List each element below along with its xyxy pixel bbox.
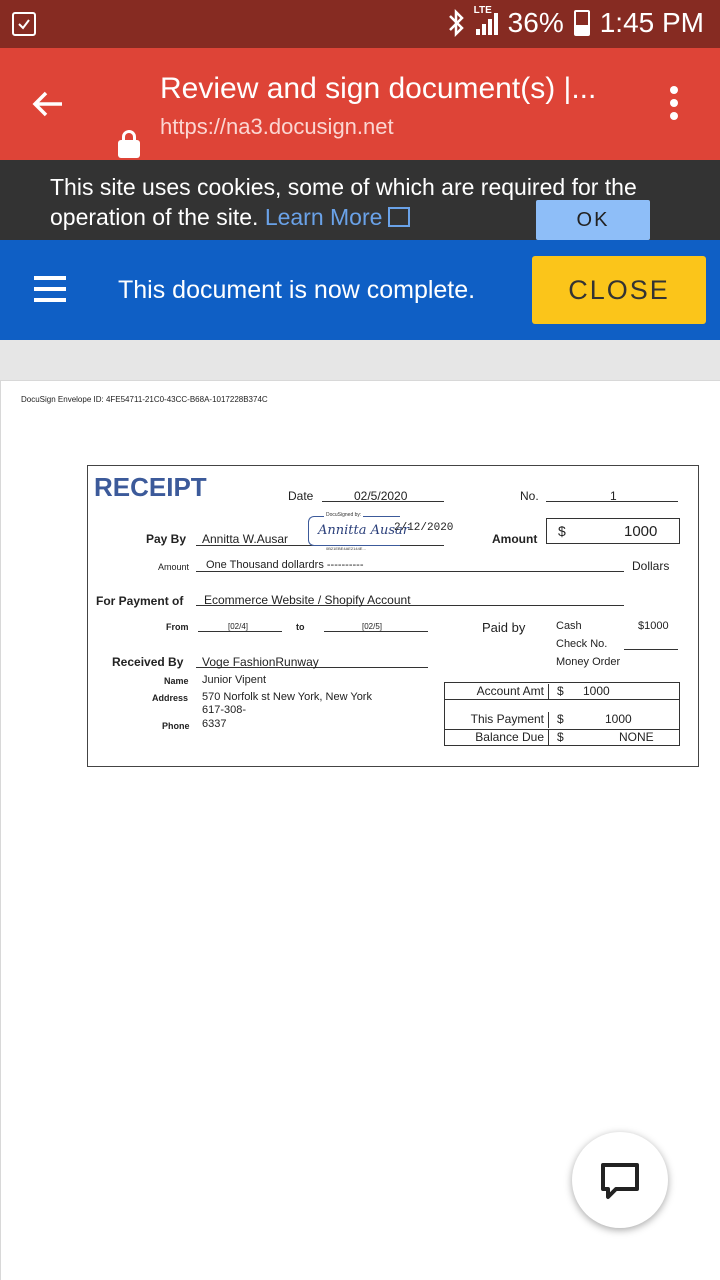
signature-date: 2/12/2020 [394, 522, 454, 534]
page-url[interactable]: https://na3.docusign.net [160, 114, 394, 139]
page-title: Review and sign document(s) |... [160, 72, 597, 105]
signature: Annitta Ausar [318, 523, 410, 538]
status-bar [0, 0, 720, 48]
pay-by-label: Pay By [146, 532, 187, 546]
to-label: to [296, 622, 305, 632]
document-gutter [0, 340, 720, 380]
signature-header: DocuSigned by: [326, 512, 362, 518]
money-order-label: Money Order [556, 656, 621, 668]
received-by-label: Received By [112, 655, 184, 669]
from-value: [02/4] [228, 622, 249, 631]
cookie-ok-button[interactable]: OK [536, 200, 650, 240]
chat-icon [600, 1162, 640, 1200]
clock: 1:45 PM [599, 7, 704, 38]
summary-row-payment: This Payment $ 1000 [444, 700, 680, 730]
date-value: 02/5/2020 [354, 489, 408, 503]
external-link-icon [388, 207, 410, 227]
name-value: Junior Vipent [202, 674, 267, 686]
name-label: Name [164, 676, 189, 686]
menu-icon[interactable] [34, 276, 66, 304]
amount-label: Amount [492, 532, 538, 546]
for-payment-value: Ecommerce Website / Shopify Account [204, 593, 411, 607]
cash-label: Cash [556, 620, 582, 632]
signal-icon [473, 5, 498, 35]
browser-toolbar [0, 48, 720, 160]
summary-table [444, 682, 680, 746]
amount-words-value: One Thousand dollardrs ---------- [206, 559, 364, 571]
summary-row-balance: Balance Due $ NONE [444, 730, 680, 746]
for-payment-label: For Payment of [96, 594, 184, 608]
phone-value: 6337 [202, 718, 227, 730]
more-options-icon[interactable] [666, 86, 682, 126]
from-label: From [166, 622, 189, 632]
completion-bar [0, 240, 720, 340]
address-value: 570 Norfolk st New York, New York [202, 691, 372, 703]
cookie-banner [0, 160, 720, 240]
number-value: 1 [610, 489, 617, 503]
amount-currency: $ [558, 523, 566, 539]
back-arrow-icon[interactable] [28, 84, 68, 124]
number-label: No. [520, 489, 539, 503]
paid-by-label: Paid by [482, 620, 526, 635]
completion-message: This document is now complete. [118, 276, 476, 304]
check-number-label: Check No. [556, 638, 608, 650]
dollars-label: Dollars [632, 559, 670, 573]
learn-more-link[interactable]: Learn More [264, 204, 383, 230]
bluetooth-icon [446, 8, 466, 38]
address-value-2: 617-308- [202, 704, 247, 716]
battery-icon [574, 10, 590, 36]
battery-percent: 36% [507, 7, 564, 38]
receipt [87, 465, 699, 767]
date-label: Date [288, 489, 314, 503]
network-type: LTE [473, 5, 492, 16]
summary-row-account: Account Amt $ 1000 [444, 682, 680, 700]
envelope-id: DocuSign Envelope ID: 4FE54711-21C0-43CC-B68A-1017228B374C [21, 395, 268, 404]
pay-by-value: Annitta W.Ausar [202, 532, 289, 546]
amount-words-label: Amount [158, 562, 190, 572]
signature-id: 0B21EBE4AE2144E... [326, 546, 366, 551]
amount-value: 1000 [624, 523, 658, 540]
chat-button[interactable] [572, 1132, 668, 1228]
cookie-message: This site uses cookies, some of which are required for the operation of the site. [50, 174, 637, 230]
received-by-value: Voge FashionRunway [202, 655, 319, 669]
close-button[interactable]: CLOSE [532, 256, 706, 324]
receipt-title: RECEIPT [94, 472, 207, 502]
task-notification-icon [12, 12, 36, 36]
cash-value: $1000 [638, 620, 669, 632]
address-label: Address [152, 693, 189, 703]
phone-label: Phone [162, 721, 190, 731]
to-value: [02/5] [362, 622, 383, 631]
